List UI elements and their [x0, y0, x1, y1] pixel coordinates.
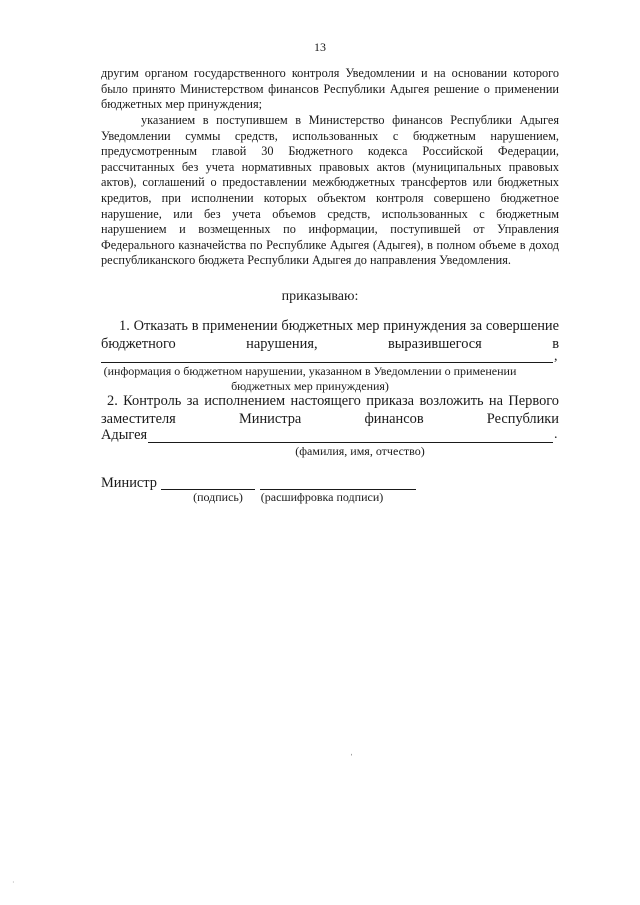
decree-heading: приказываю:	[281, 289, 359, 304]
paragraph-continuation: другим органом государственного контроля Уведомлении и на основании которого было принято Министерством финансов Республики Адыгея решение о применении бюджетных мер принуждения;	[101, 66, 559, 112]
page-number: 13	[314, 40, 326, 54]
order-item-1: 1. Отказать в применении бюджетных мер принуждения за совершение бюджетного нарушения, выразившегося в	[101, 318, 559, 352]
paragraph-indication: указанием в поступившем в Министерство финансов Республики Адыгея Уведомлении суммы средств, использованных с бюджетным нарушением, предусмотренным главой 30 Бюджетного кодекса Российской Федерации, рассчитанных без учета нормативных правовых актов (муниципальных правовых актов), соглашений о предоставлении межбюджетных трансфертов или бюджетных кредитов, при исполнении которых объектом контроля совершено бюджетное нарушение, или без учета объемов средств, использованных с бюджетным нарушением и возмещенных по информации, поступившей от Управления Федерального казначейства по Республике Адыгея (Адыгея), в полном объеме в доход республиканского бюджета Республики Адыгея до направления Уведомления.	[101, 113, 559, 268]
violation-info-line	[101, 362, 553, 363]
minister-label: Министр	[101, 475, 157, 491]
violation-info-comma: ,	[554, 349, 558, 364]
order-item-2: 2. Контроль за исполнением настоящего приказа возложить на Первого заместителя Министра финансов Республики	[101, 393, 559, 427]
deputy-name-line	[148, 442, 553, 443]
signature-decoding-caption: (расшифровка подписи)	[260, 490, 384, 504]
scan-tick-mark: ˌ	[350, 745, 354, 756]
scan-margin-mark: ·	[12, 878, 15, 887]
order-item-2-region: Адыгея	[101, 427, 148, 443]
deputy-name-period: .	[554, 427, 558, 442]
signature-caption: (подпись)	[193, 490, 243, 504]
deputy-name-caption: (фамилия, имя, отчество)	[295, 444, 425, 458]
violation-info-caption: (информация о бюджетном нарушении, указанном в Уведомлении о применении бюджетных мер принуждения)	[103, 364, 517, 393]
